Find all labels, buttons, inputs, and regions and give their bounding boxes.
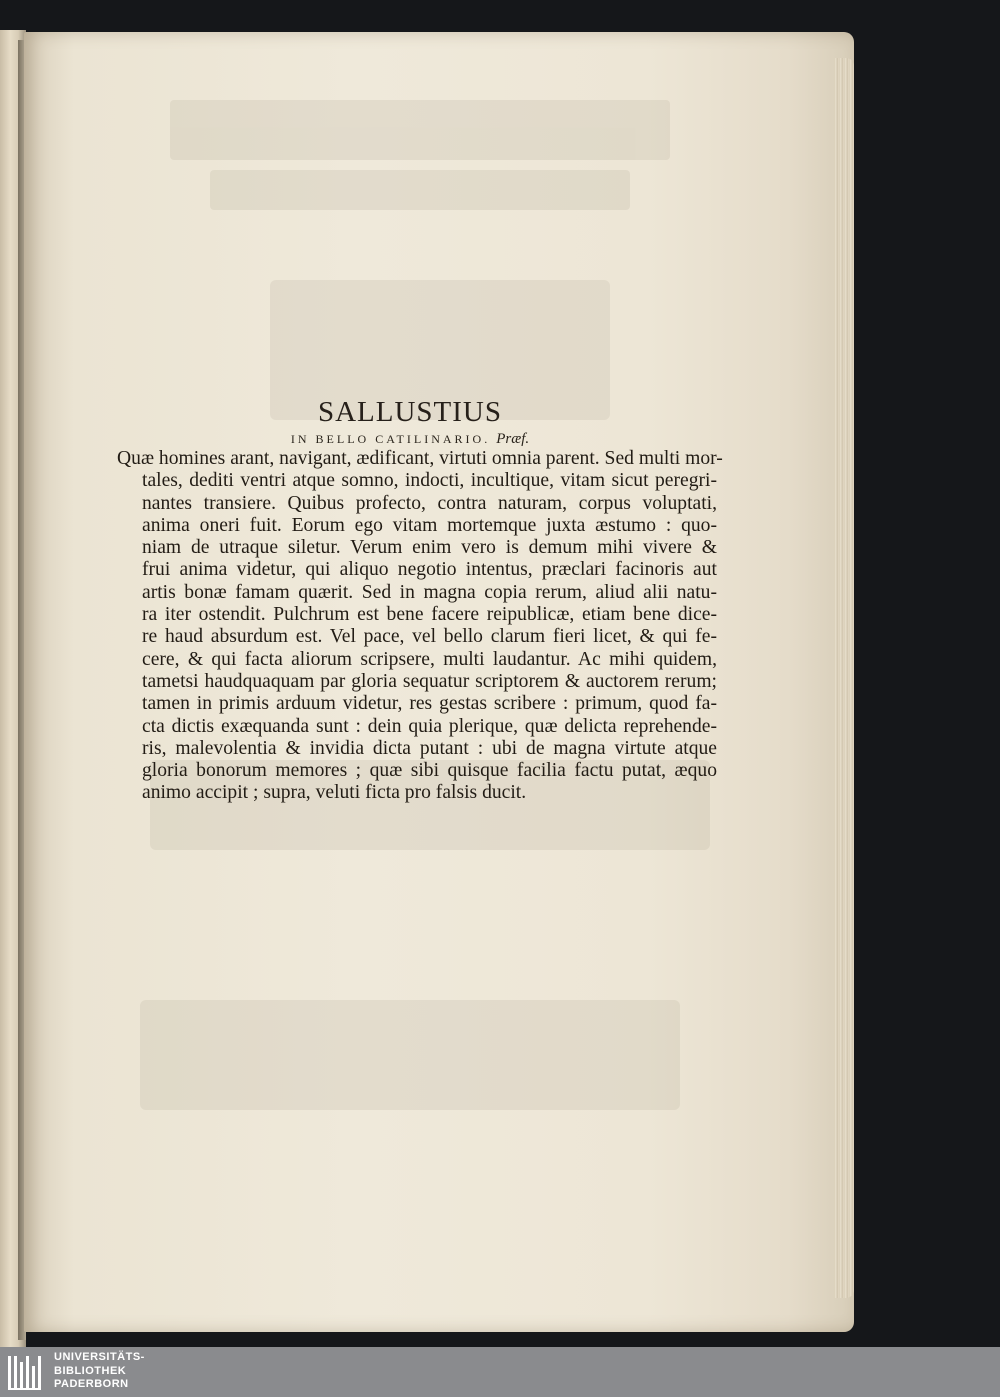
subtitle-text: IN BELLO CATILINARIO. (290, 432, 491, 446)
page-stack-edge (834, 58, 854, 1298)
page-subtitle (230, 431, 590, 448)
text-line: tametsi haudquaquam par gloria sequatur scriptorem & auctorem rerum; (142, 670, 717, 692)
text-line: artis bonæ famam quærit. Sed in magna copia rerum, aliud alii natu- (142, 581, 717, 603)
library-name (54, 1351, 145, 1392)
quotation-body (117, 448, 723, 805)
text-line: Quæ homines arant, navigant, ædificant, virtuti omnia parent. Sed multi mor- (117, 448, 723, 469)
text-line: ris, malevolentia & invidia dicta putant : ubi de magna virtute atque (142, 737, 717, 759)
text-line: frui anima videtur, qui aliquo negotio intentus, præclari facinoris aut (142, 559, 717, 581)
text-line: tamen in primis arduum videtur, res gestas scribere : primum, quod fa- (142, 693, 717, 715)
text-line: re haud absurdum est. Vel pace, vel bello clarum fieri licet, & qui fe- (142, 626, 717, 648)
text-line: anima oneri fuit. Eorum ego vitam mortemque juxta æstumo : quo- (142, 514, 717, 536)
text-line: nantes transiere. Quibus profecto, contra naturam, corpus voluptati, (142, 492, 717, 514)
library-name-line2: BIBLIOTHEK (54, 1364, 127, 1377)
library-footer-bar (0, 1347, 1000, 1397)
text-line: gloria bonorum memores ; quæ sibi quisque facilia factu putat, æquo (142, 760, 717, 782)
text-line: ra iter ostendit. Pulchrum est bene facere reipublicæ, etiam bene dice- (142, 604, 717, 626)
library-name-line1: UNIVERSITÄTS- (54, 1351, 145, 1363)
text-line: animo accipit ; supra, veluti ficta pro falsis ducit. (142, 782, 527, 804)
text-line: niam de utraque siletur. Verum enim vero is demum mihi vivere & (142, 537, 717, 559)
library-name-line3: PADERBORN (54, 1378, 129, 1390)
text-line: cere, & qui facta aliorum scripsere, multi laudantur. Ac mihi quidem, (142, 648, 717, 670)
text-line: tales, dediti ventri atque somno, indocti, incultique, vitam sicut peregri- (142, 470, 717, 492)
subtitle-abbreviation: Præf. (496, 431, 530, 447)
page-title: SALLUSTIUS (317, 396, 502, 428)
text-line: cta dictis exæquanda sunt : dein quia plerique, quæ delicta reprehende- (142, 715, 717, 737)
library-logo-icon (6, 1352, 46, 1392)
